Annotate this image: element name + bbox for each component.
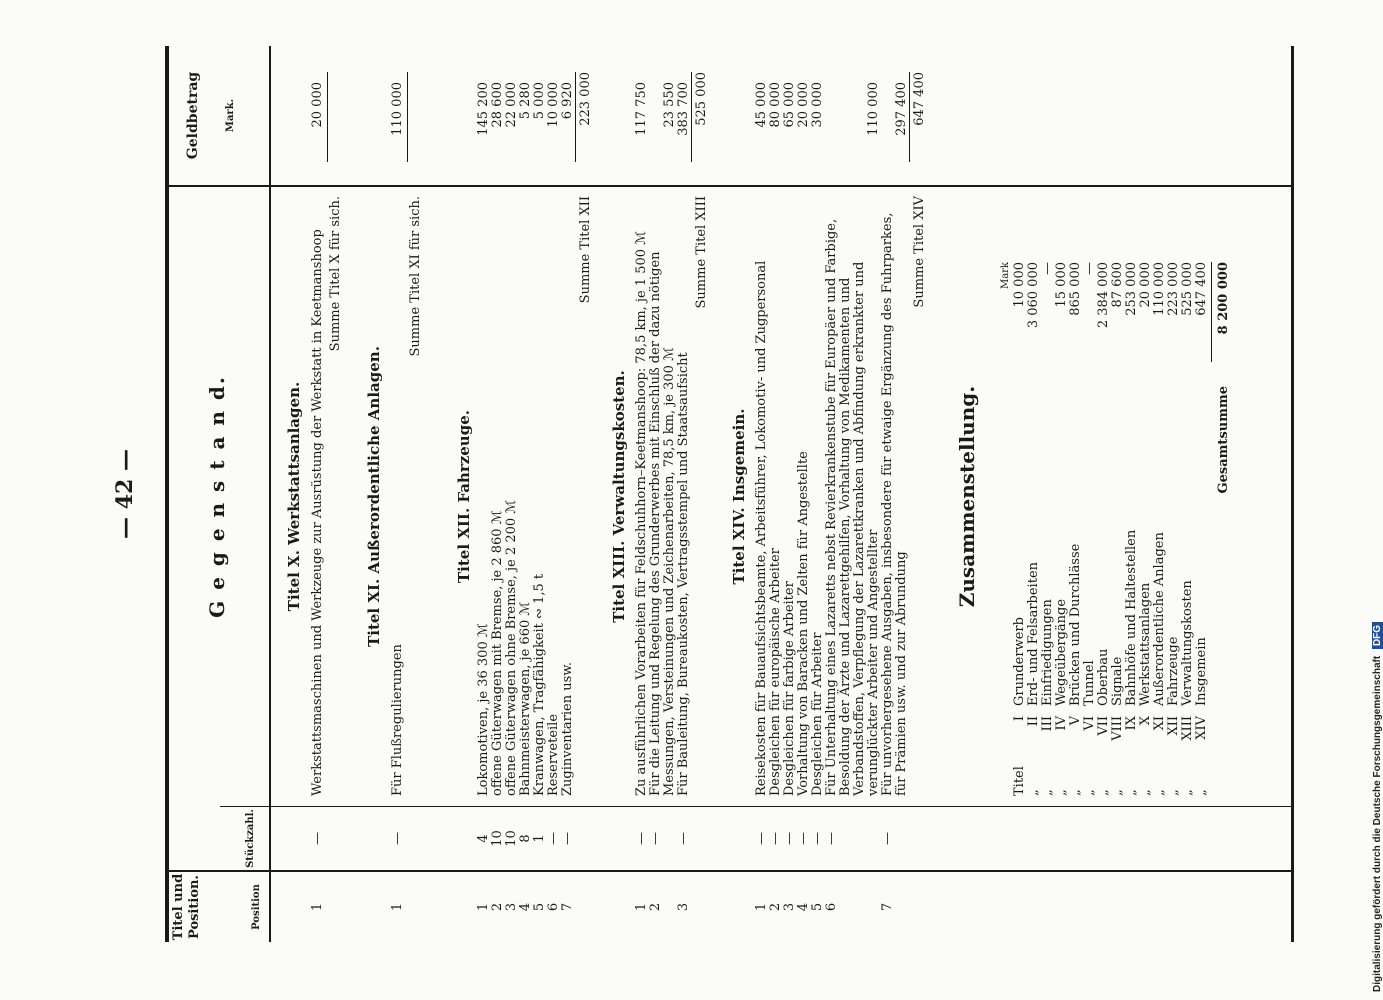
total-amount: 8 200 000: [1216, 262, 1231, 335]
summary-prefix: „: [1166, 789, 1181, 796]
summary-prefix: „: [1068, 789, 1083, 796]
summary-title-number: XII: [1166, 716, 1181, 736]
item-amount: 6 920: [560, 82, 575, 120]
quantity: 8: [518, 834, 533, 843]
item-description: Reisekosten für Bauaufsichtsbeamte, Arbeitsführer, Lokomotiv- und Zugpersonal: [754, 260, 769, 796]
summary-title-number: IX: [1124, 716, 1139, 731]
summary-prefix: „: [1054, 789, 1069, 796]
table-bottom-rule: [1291, 46, 1294, 942]
quantity: —: [634, 832, 649, 845]
summary-amount: 15 000: [1054, 262, 1069, 308]
item-description: Für Unterhaltung eines Lazaretts nebst Revierkrankenstube für Europäer und Farbige, Besoldung der Ärzte und Lazarettgehilfen, Vorhaltung von Medikamenten und Verbandstoffen, Verpflegung der Lazarettkranken und Abfindung erkrankter und verunglückter Arbeiter und Angestellter: [824, 218, 881, 796]
dfg-logo: DFG: [1372, 622, 1383, 649]
summary-title-number: I: [1012, 716, 1027, 722]
quantity: —: [390, 832, 405, 845]
quantity: —: [560, 832, 575, 845]
summary-label: Verwaltungskosten: [1180, 580, 1195, 706]
section-sum-amount: 223 000: [578, 72, 593, 126]
section-sum-label: Summe Titel XIV: [912, 196, 927, 308]
item-description: Für die Leitung und Regelung des Grunderwerbes mit Einschluß der dazu nötigen Messungen, Versteinungen und Zeichenarbeiten, 78,5 km, je 300 ℳ: [648, 251, 677, 796]
quantity: —: [310, 832, 325, 845]
digitization-credit: [1372, 2, 1383, 992]
summary-label: Einfriedigungen: [1040, 599, 1055, 706]
summary-amount: 20 000: [1138, 262, 1153, 308]
item-description: Reserveteile: [546, 713, 561, 796]
section-sum-label: Summe Titel XIII: [694, 196, 709, 309]
quantity: —: [648, 832, 663, 845]
section-title: Titel XIV. Insgemein.: [730, 408, 748, 585]
header-rule: [269, 46, 271, 942]
summary-label: Insgemein: [1194, 637, 1209, 706]
summary-title-number: VIII: [1110, 716, 1125, 741]
quantity: —: [768, 832, 783, 845]
header-stueckzahl: Stückzahl.: [245, 809, 256, 868]
credit-text: Digitalisierung gefördert durch die Deutsche Forschungsgemeinschaft: [1372, 655, 1383, 992]
summary-prefix: Titel: [1012, 766, 1027, 796]
position-number: 3: [782, 902, 797, 912]
item-description: Kranwagen, Tragfähigkeit ∾ 1,5 t: [532, 573, 547, 796]
total-rule: [1211, 262, 1212, 362]
item-description: Für unvorhergesehene Ausgaben, insbesondere für etwaige Ergänzung des Fuhrparkes, für Prämien usw. und zur Abrundung: [880, 212, 909, 796]
section-sum-label: Summe Titel XII: [578, 196, 593, 304]
header-position: Position: [251, 884, 262, 930]
item-amount: 297 400: [894, 82, 909, 136]
summary-prefix: „: [1124, 789, 1139, 796]
header-mark: Mark.: [225, 98, 236, 133]
quantity: 1: [532, 834, 547, 843]
summary-title-number: VII: [1096, 716, 1111, 736]
position-number: 1: [310, 902, 325, 912]
position-number: 5: [532, 902, 547, 912]
section-title: Titel XII. Fahrzeuge.: [455, 410, 473, 583]
item-description: offene Güterwagen mit Bremse, je 2 860 ℳ: [490, 510, 505, 796]
item-amount: 383 700: [676, 82, 691, 136]
item-description: Vorhaltung von Baracken und Zelten für Angestellte: [796, 451, 811, 796]
item-amount: 5 280: [518, 82, 533, 120]
item-description: Zu ausführlichen Vorarbeiten für Feldschuhhorn–Keetmanshoop: 78,5 km, je 1 500 ℳ: [634, 230, 649, 796]
position-number: 4: [518, 902, 533, 912]
summary-title: Zusammenstellung.: [955, 385, 979, 608]
item-amount: 20 000: [796, 82, 811, 128]
summary-title-number: V: [1068, 716, 1083, 726]
cost-table: [165, 46, 1295, 942]
item-amount: 30 000: [810, 82, 825, 128]
summary-label: Wegeübergänge: [1054, 598, 1069, 706]
item-description: Bahnmeisterwagen, je 660 ℳ: [518, 601, 533, 796]
item-description: Desgleichen für Arbeiter: [810, 632, 825, 796]
page-number: — 42 —: [112, 449, 138, 539]
quantity: —: [880, 832, 895, 845]
item-amount: 20 000: [310, 82, 325, 128]
summary-label: Oberbau: [1096, 648, 1111, 706]
summary-label: Brücken und Durchlässe: [1068, 543, 1083, 706]
summary-prefix: „: [1082, 789, 1097, 796]
position-number: 1: [634, 902, 649, 912]
summary-title-number: XI: [1152, 716, 1167, 731]
rotated-document: [95, 46, 1310, 942]
summary-amount: 253 000: [1124, 262, 1139, 316]
position-number: 6: [824, 902, 839, 912]
quantity: 10: [490, 830, 505, 847]
position-number: 2: [648, 902, 663, 912]
position-number: 5: [810, 902, 825, 912]
position-number: 7: [560, 902, 575, 912]
summary-amount: 223 000: [1166, 262, 1181, 316]
position-number: 2: [768, 902, 783, 912]
item-amount: 22 000: [504, 82, 519, 128]
sum-rule: [691, 72, 692, 162]
item-amount: 145 200: [476, 82, 491, 136]
summary-title-number: IV: [1054, 716, 1069, 731]
item-amount: 80 000: [768, 82, 783, 128]
item-amount: 10 000: [546, 82, 561, 128]
item-amount: 23 550: [662, 82, 677, 128]
summary-label: Werkstattsanlagen: [1138, 582, 1153, 706]
section-sum-amount: 525 000: [694, 72, 709, 126]
summary-title-number: XIII: [1180, 716, 1195, 741]
summary-amount: —: [1040, 262, 1055, 275]
summary-unit: Mark: [1000, 262, 1011, 290]
summary-amount: 525 000: [1180, 262, 1195, 316]
summary-label: Grunderwerb: [1012, 617, 1027, 706]
summary-label: Außerordentliche Anlagen: [1152, 532, 1167, 706]
section-title: Titel X. Werkstattsanlagen.: [285, 381, 303, 612]
sum-rule: [909, 72, 910, 162]
summary-label: Bahnhöfe und Haltestellen: [1124, 529, 1139, 706]
item-amount: 5 000: [532, 82, 547, 120]
quantity: —: [754, 832, 769, 845]
item-description: Zuginventarien usw.: [560, 662, 575, 796]
item-amount: 65 000: [782, 82, 797, 128]
summary-title-number: III: [1040, 716, 1055, 732]
quantity: —: [796, 832, 811, 845]
summary-prefix: „: [1026, 789, 1041, 796]
summary-prefix: „: [1040, 789, 1055, 796]
item-amount: 117 750: [634, 82, 649, 136]
item-description: Lokomotiven, je 36 300 ℳ: [476, 623, 491, 796]
summary-label: Tunnel: [1082, 660, 1097, 706]
section-sum-label: Summe Titel X für sich.: [328, 196, 343, 352]
item-description: Für Bauleitung, Bureaukosten, Vertragsstempel und Staatsaufsicht: [676, 352, 691, 796]
quantity: —: [782, 832, 797, 845]
position-number: 3: [504, 902, 519, 912]
item-description: Desgleichen für europäische Arbeiter: [768, 548, 783, 796]
summary-amount: 110 000: [1152, 262, 1167, 316]
position-number: 4: [796, 902, 811, 912]
item-description: Werkstattsmaschinen und Werkzeuge zur Ausrüstung der Werkstatt in Keetmanshoop: [310, 229, 325, 796]
summary-label: Fahrzeuge: [1166, 636, 1181, 706]
summary-amount: 865 000: [1068, 262, 1083, 316]
position-number: 1: [390, 902, 405, 912]
position-number: 1: [754, 902, 769, 912]
summary-title-number: II: [1026, 716, 1041, 727]
item-amount: 45 000: [754, 82, 769, 128]
item-description: Desgleichen für farbige Arbeiter: [782, 581, 797, 796]
summary-amount: 87 600: [1110, 262, 1125, 308]
summary-prefix: „: [1096, 789, 1111, 796]
section-sum-amount: 647 400: [912, 72, 927, 126]
section-title: Titel XIII. Verwaltungskosten.: [610, 370, 628, 623]
position-number: 6: [546, 902, 561, 912]
section-sum-label: Summe Titel XI für sich.: [408, 196, 423, 357]
quantity: 4: [476, 834, 491, 843]
position-number: 3: [676, 902, 691, 912]
sum-rule: [407, 72, 408, 162]
summary-amount: 3 060 000: [1026, 262, 1041, 329]
table-top-rule: [165, 46, 169, 942]
summary-label: Signale: [1110, 656, 1125, 706]
quantity: 10: [504, 830, 519, 847]
header-geldbetrag: Geldbetrag: [185, 71, 201, 160]
position-number: 2: [490, 902, 505, 912]
position-number: 1: [476, 902, 491, 912]
summary-prefix: „: [1138, 789, 1153, 796]
summary-label: Erd- und Felsarbeiten: [1026, 561, 1041, 706]
quantity: —: [546, 832, 561, 845]
summary-amount: 10 000: [1012, 262, 1027, 308]
summary-prefix: „: [1194, 789, 1209, 796]
item-description: Für Flußregulierungen: [390, 644, 405, 796]
summary-title-number: X: [1138, 716, 1153, 726]
summary-prefix: „: [1152, 789, 1167, 796]
col-divider-1: [165, 870, 1294, 872]
header-titel: Titel und Position.: [171, 873, 202, 941]
header-gegenstand: G e g e n s t a n d.: [205, 375, 229, 618]
summary-amount: 2 384 000: [1096, 262, 1111, 329]
item-amount: 28 600: [490, 82, 505, 128]
summary-prefix: „: [1110, 789, 1125, 796]
quantity: —: [810, 832, 825, 845]
summary-amount: 647 400: [1194, 262, 1209, 316]
item-amount: 110 000: [866, 82, 881, 136]
position-number: 7: [880, 902, 895, 912]
quantity: —: [824, 832, 839, 845]
section-title: Titel XI. Außerordentliche Anlagen.: [365, 346, 383, 647]
summary-prefix: „: [1180, 789, 1195, 796]
summary-amount: —: [1082, 262, 1097, 275]
item-amount: 110 000: [390, 82, 405, 136]
summary-title-number: XIV: [1194, 716, 1209, 740]
item-description: offene Güterwagen ohne Bremse, je 2 200 ℳ: [504, 499, 519, 796]
sum-rule: [575, 72, 576, 162]
total-label: Gesamtsumme: [1216, 386, 1231, 494]
summary-title-number: VI: [1082, 716, 1097, 731]
sum-rule: [327, 72, 328, 162]
quantity: —: [676, 832, 691, 845]
